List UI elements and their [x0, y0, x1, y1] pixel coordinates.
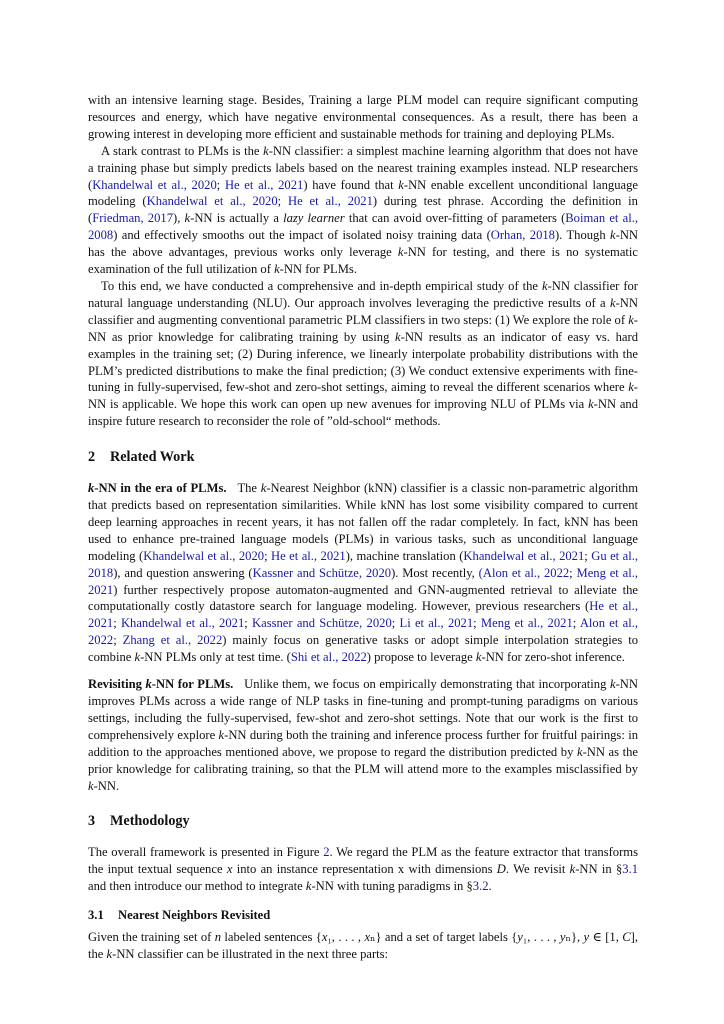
text-run: ) further respectively propose automaton-augmented and GNN-augmented retrieval to alleviate the computationally costly datastore search for language modeling. However, previous researchers ( [88, 582, 638, 614]
text-run: ; [113, 633, 123, 648]
text-run: -NN enable excellent unconditional language modeling ( [88, 177, 638, 209]
math-symbol: k [610, 228, 616, 243]
math-symbol: k [475, 650, 482, 665]
text-run: -NN as prior knowledge for calibrating training by using [88, 312, 638, 344]
citation-link[interactable]: Gu et al., 2018 [88, 548, 638, 580]
text-run: -NN PLMs only at test time. ( [140, 650, 291, 665]
citation-link[interactable]: He et al., 2021 [288, 194, 373, 209]
citation-link[interactable]: Li et al., 2021 [399, 616, 474, 631]
math-symbol: k [260, 481, 267, 496]
text-run: -NN is applicable. We hope this work can open up new avenues for improving NLU of PLMs via [88, 380, 638, 412]
text-run: A stark contrast to PLMs is the [101, 143, 264, 158]
text-run: The overall framework is presented in Figure [88, 845, 324, 860]
text-run: -NN for zero-shot inference. [481, 650, 625, 665]
text-run: -NN for PLMs. [151, 677, 234, 692]
related-paragraph-2 [88, 676, 638, 794]
text-run: -NN in § [575, 862, 623, 877]
math-symbol: k [145, 677, 152, 692]
math-symbol: k [88, 778, 94, 793]
text-run: . We revisit [505, 862, 570, 877]
text-run: ; [216, 177, 225, 192]
text-run: -NN for PLMs. [279, 262, 357, 277]
citation-link[interactable]: 2 [323, 845, 330, 860]
math-symbol: k [218, 727, 225, 742]
text-run: -NN classifier can be illustrated in the next three parts: [112, 947, 389, 962]
text-run: Given the training set of [88, 930, 215, 945]
citation-link[interactable]: Meng et al., 2021 [480, 616, 573, 631]
runin-heading-revisiting [88, 677, 233, 691]
text-run: ) mainly focus on generative tasks or adopt simple interpolation strategies to combine [88, 633, 639, 665]
text-run: ₁, . . . , [522, 930, 560, 945]
related-text-2 [88, 677, 638, 792]
math-symbol: n [214, 930, 222, 945]
text-run: ; [391, 616, 400, 631]
math-symbol: k [569, 862, 576, 877]
math-symbol: x [226, 862, 233, 877]
text-run: ), [173, 211, 185, 226]
citation-link[interactable]: Meng et al., 2021 [88, 565, 638, 597]
citation-link[interactable]: Khandelwal et al., 2021 [463, 548, 585, 563]
citation-link[interactable]: Friedman, 2017 [92, 211, 173, 226]
math-symbol: k [263, 143, 269, 158]
text-run: ∈ [1, [589, 930, 623, 945]
math-symbol: C [622, 930, 631, 945]
text-run: ; [473, 616, 481, 631]
runin-heading-knn-era [88, 481, 227, 495]
intro-paragraph-1 [88, 92, 638, 143]
math-symbol: k [628, 380, 634, 395]
text-run: ; [277, 194, 288, 209]
math-symbol: x [321, 930, 328, 945]
text-run: ], the [88, 930, 638, 962]
subsection-title: Nearest Neighbors Revisited [118, 908, 271, 923]
math-symbol: k [541, 278, 548, 293]
text-run: -NN with tuning paradigms in § [311, 879, 473, 894]
math-symbol: k [397, 245, 404, 260]
citation-link[interactable]: Kassner and Schütze, 2020 [252, 616, 392, 631]
math-symbol: k [106, 947, 113, 962]
citation-link[interactable]: Zhang et al., 2022 [122, 633, 223, 648]
math-symbol: y [559, 930, 566, 945]
text-run: -NN during both the training and inference process further for fruitful pairings: in addition to the approaches mentioned above, we propose to regard the distribution predicted by [88, 727, 638, 759]
section-title: Methodology [110, 813, 190, 830]
method-paragraph-1 [88, 844, 638, 895]
text-run: ). Though [554, 228, 611, 243]
citation-link[interactable]: He et al., 2021 [88, 599, 638, 631]
citation-link[interactable]: 3.1 [622, 862, 639, 877]
math-symbol: k [628, 312, 634, 327]
text-run: The [237, 481, 261, 496]
text-run: -NN for testing, and there is no systematic examination of the full utilization of [88, 245, 639, 277]
citation-link[interactable]: Khandelwal et al., 2020 [146, 194, 278, 209]
subsection-number: 3.1 [88, 908, 104, 923]
text-run: -NN as the prior knowledge for calibrating training, so that the PLM will attend more to the examples misclassified by [88, 744, 638, 776]
text-run: -Nearest Neighbor (kNN) classifier is a classic non-parametric algorithm that predicts based on representation similarities. While kNN has lost some visibility compared to current deep learning approaches in recent years, it has not fallen off the radar completely. In fact, kNN has been used to enhance pre-trained language models (PLMs) in various tasks, such as unconditional language modeling ( [88, 481, 639, 563]
text-run: -NN in the era of PLMs. [94, 481, 227, 496]
citation-link[interactable]: Khandelwal et al., 2020 [143, 548, 265, 563]
text-run: ) during test phrase. According the definition in ( [88, 194, 638, 226]
text-run: ₙ} and a set of target labels { [370, 930, 518, 945]
text-run: -NN classifier for natural language understanding (NLU). Our approach involves leveraging the predictive results of a [88, 278, 639, 310]
math-symbol: k [588, 397, 594, 412]
emphasis-text: lazy learner [283, 211, 345, 226]
text-run: -NN. [93, 778, 120, 793]
section-number: 2 [88, 449, 96, 466]
related-paragraph-1 [88, 480, 638, 666]
text-run: . [488, 879, 492, 894]
math-symbol: k [184, 211, 191, 226]
text-run: -NN and inspire future research to reconsider the role of ”old-school“ methods. [88, 397, 638, 429]
text-run: ; [244, 616, 253, 631]
related-text-1 [88, 481, 638, 664]
section-number: 3 [88, 813, 96, 830]
intro-paragraph-2 [88, 143, 638, 278]
text-run: ₙ}, [565, 930, 584, 945]
math-symbol: k [610, 677, 616, 692]
citation-link[interactable]: He et al., 2021 [271, 548, 346, 563]
text-run: with an intensive learning stage. Besides, Training a large PLM model can require significant computing resources and energy, which have negative environmental consequences. As a result, there has been a growing interest in developing more efficient and sustainable methods for training and deploying PLMs. [88, 93, 638, 141]
text-run: . We regard the PLM as the feature extractor that transforms the input textual sequence [88, 845, 638, 877]
citation-link[interactable]: (Alon et al., 2022 [478, 565, 570, 580]
text-run: ; [569, 565, 577, 580]
text-run: ), machine translation ( [345, 548, 464, 563]
text-run: ; [584, 548, 592, 563]
text-run: -NN is actually a [190, 211, 284, 226]
text-run: To this end, we have conducted a comprehensive and in-depth empirical study of the [101, 278, 542, 293]
citation-link[interactable]: 3.2 [472, 879, 489, 894]
math-symbol: y [517, 930, 523, 945]
math-symbol: k [134, 650, 141, 665]
citation-link[interactable]: Khandelwal et al., 2020 [92, 177, 217, 192]
citation-link[interactable]: Kassner and Schütze, 2020 [252, 565, 392, 580]
text-run: ; [264, 548, 272, 563]
math-symbol: k [610, 295, 616, 310]
citation-link[interactable]: Boiman et al., 2008 [88, 211, 638, 243]
text-run: ), and question answering ( [113, 565, 253, 580]
math-symbol: k [398, 177, 404, 192]
citation-link[interactable]: He et al., 2021 [224, 177, 304, 192]
text-run: ). Most recently, [391, 565, 479, 580]
text-run: ) and effectively smooths out the impact of isolated noisy training data ( [113, 228, 491, 243]
math-symbol: y [583, 930, 590, 945]
math-symbol: D [496, 862, 506, 877]
text-run: -NN improves PLMs across a wide range of NLP tasks in fine-tuning and prompt-tuning paradigms on various settings, including the fully-supervised, few-shot and zero-shot settings. Note that our work is the first to comprehensively explore [88, 677, 638, 742]
math-symbol: k [395, 329, 401, 344]
math-symbol: k [274, 262, 280, 277]
text-run: -NN has the above advantages, previous works only leverage [88, 228, 639, 260]
section-heading-methodology [88, 812, 638, 830]
math-symbol: x [364, 930, 371, 945]
subsection-heading-nearest-neighbors [88, 907, 638, 923]
citation-link[interactable]: Orhan, 2018 [490, 228, 555, 243]
section-heading-related-work [88, 448, 638, 466]
text-run: ₁, . . . , [327, 930, 365, 945]
citation-link[interactable]: Shi et al., 2022 [290, 650, 367, 665]
section-title: Related Work [110, 449, 195, 466]
text-run: ; [113, 616, 121, 631]
text-run: -NN classifier and augmenting conventional parametric PLM classifiers in two steps: (1) We explore the role of [88, 295, 638, 327]
text-run: that can avoid over-fitting of parameters ( [344, 211, 566, 226]
text-run: ) propose to leverage [366, 650, 476, 665]
citation-link[interactable]: Khandelwal et al., 2021 [120, 616, 245, 631]
intro-paragraph-3 [88, 278, 638, 430]
text-run: Unlike them, we focus on empirically demonstrating that incorporating [244, 677, 611, 692]
text-run: -NN results as an indicator of easy vs. hard examples in the training set; (2) During inference, we linearly interpolate probability distributions with the PLM’s predicted distributions to make the final prediction; (3) We conduct extensive experiments with fine-tuning in fully-supervised, few-shot and zero-shot settings, aiming to reveal the different scenarios where [88, 329, 638, 395]
text-run: ; [572, 616, 580, 631]
math-symbol: k [88, 481, 95, 496]
text-run: Revisiting [88, 677, 146, 692]
math-symbol: k [576, 744, 583, 759]
text-run: -NN classifier: a simplest machine learning algorithm that does not have a training phase but simply predicts labels based on the nearest training examples instead. NLP researchers ( [88, 143, 638, 192]
text-run: and then introduce our method to integrate [88, 879, 306, 894]
citation-link[interactable]: Alon et al., 2022 [88, 616, 638, 648]
math-symbol: k [305, 879, 312, 894]
text-run: labeled sentences { [221, 930, 322, 945]
text-run: ) have found that [303, 177, 399, 192]
method-paragraph-2 [88, 929, 638, 963]
text-run: into an instance representation x with dimensions [232, 862, 497, 877]
